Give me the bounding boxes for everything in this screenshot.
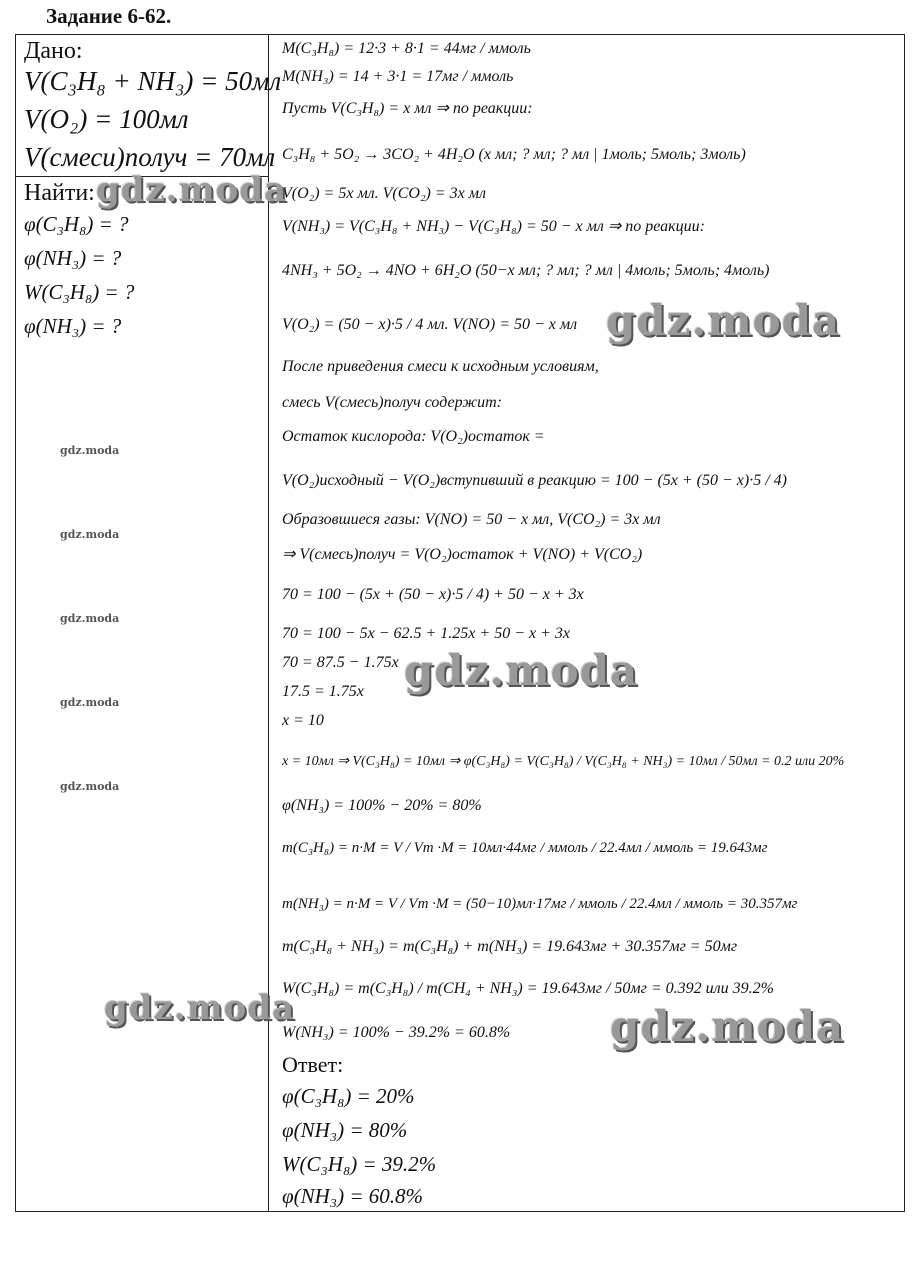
- watermark-small: gdz.moda: [60, 696, 120, 709]
- solution-line: V(O₂)исходный − V(O₂)вступивший в реакцию = 100 − (5x + (50 − x)·5 / 4): [282, 472, 788, 489]
- solution-line: M(C₃H₈) = 12·3 + 8·1 = 44мг / ммоль: [282, 40, 531, 57]
- solution-line: m(C₃H₈ + NH₃) = m(C₃H₈) + m(NH₃) = 19.643мг + 30.357мг = 50мг: [282, 938, 738, 955]
- solution-line: После приведения смеси к исходным условиям,: [282, 358, 599, 375]
- watermark: gdz.moda: [96, 170, 288, 210]
- solution-line: Остаток кислорода: V(O₂)остаток =: [282, 428, 545, 445]
- solution-line: x = 10: [282, 712, 324, 729]
- solution-line: V(NH₃) = V(C₃H₈ + NH₃) − V(C₃H₈) = 50 − x мл ⇒ по реакции:: [282, 218, 705, 235]
- solution-line: φ(NH₃) = 100% − 20% = 80%: [282, 797, 482, 814]
- solution-line: W(C₃H₈) = m(C₃H₈) / m(CH₄ + NH₃) = 19.643мг / 50мг = 0.392 или 39.2%: [282, 980, 774, 997]
- solution-line: W(NH₃) = 100% − 39.2% = 60.8%: [282, 1024, 511, 1041]
- find-line: W(C₃H₈) = ?: [24, 280, 135, 304]
- find-line: φ(NH₃) = ?: [24, 314, 122, 338]
- solution-line: Образовшиеся газы: V(NO) = 50 − x мл, V(CO₂) = 3x мл: [282, 511, 661, 528]
- solution-line: 70 = 100 − (5x + (50 − x)·5 / 4) + 50 − x + 3x: [282, 586, 584, 603]
- watermark: gdz.moda: [606, 296, 841, 345]
- answer-line: φ(NH₃) = 80%: [282, 1118, 408, 1142]
- answer-line: φ(C₃H₈) = 20%: [282, 1084, 415, 1108]
- answer-header: Ответ:: [282, 1052, 344, 1077]
- watermark-small: gdz.moda: [60, 528, 120, 541]
- given-line: V(O₂) = 100мл: [24, 104, 189, 134]
- solution-line: Пусть V(C₃H₈) = x мл ⇒ по реакции:: [282, 100, 533, 117]
- solution-line: ⇒ V(смесь)получ = V(O₂)остаток + V(NO) + V(CO₂): [282, 546, 643, 563]
- column-divider: [268, 34, 269, 1212]
- solution-line: смесь V(смесь)получ содержит:: [282, 394, 502, 411]
- watermark-small: gdz.moda: [60, 612, 120, 625]
- reaction-equation: C₃H₈ + 5O₂ → 3CO₂ + 4H₂O (x мл; ? мл; ? мл | 1моль; 5моль; 3моль): [282, 146, 746, 163]
- given-header: Дано:: [24, 38, 83, 64]
- solution-line: V(O₂) = 5x мл. V(CO₂) = 3x мл: [282, 185, 486, 202]
- solution-line: 70 = 100 − 5x − 62.5 + 1.25x + 50 − x + 3x: [282, 625, 570, 642]
- given-line: V(смеси)получ = 70мл: [24, 142, 276, 172]
- find-line: φ(C₃H₈) = ?: [24, 212, 129, 236]
- solution-line: x = 10мл ⇒ V(C₃H₈) = 10мл ⇒ φ(C₃H₈) = V(C₃H₈) / V(C₃H₈ + NH₃) = 10мл / 50мл = 0.2 или 20%: [282, 754, 845, 769]
- solution-line: m(C₃H₈) = n·M = V / Vm ·M = 10мл·44мг / ммоль / 22.4мл / ммоль = 19.643мг: [282, 840, 768, 856]
- find-header: Найти:: [24, 180, 95, 206]
- reaction-equation: 4NH₃ + 5O₂ → 4NO + 6H₂O (50−x мл; ? мл; ? мл | 4моль; 5моль; 4моль): [282, 262, 770, 279]
- solution-line: M(NH₃) = 14 + 3·1 = 17мг / ммоль: [282, 68, 514, 85]
- solution-line: m(NH₃) = n·M = V / Vm ·M = (50−10)мл·17мг / ммоль / 22.4мл / ммоль = 30.357мг: [282, 896, 798, 912]
- task-title: Задание 6-62.: [46, 4, 172, 28]
- given-line: V(C₃H₈ + NH₃) = 50мл: [24, 66, 282, 96]
- solution-line: V(O₂) = (50 − x)·5 / 4 мл. V(NO) = 50 − x мл: [282, 316, 578, 333]
- watermark: gdz.moda: [404, 646, 639, 695]
- watermark: gdz.moda: [610, 1002, 845, 1051]
- watermark-small: gdz.moda: [60, 444, 120, 457]
- answer-line: φ(NH₃) = 60.8%: [282, 1184, 423, 1208]
- watermark-small: gdz.moda: [60, 780, 120, 793]
- find-line: φ(NH₃) = ?: [24, 246, 122, 270]
- solution-line: 17.5 = 1.75x: [282, 683, 364, 700]
- solution-line: 70 = 87.5 − 1.75x: [282, 654, 399, 671]
- watermark: gdz.moda: [104, 988, 296, 1028]
- answer-line: W(C₃H₈) = 39.2%: [282, 1152, 437, 1176]
